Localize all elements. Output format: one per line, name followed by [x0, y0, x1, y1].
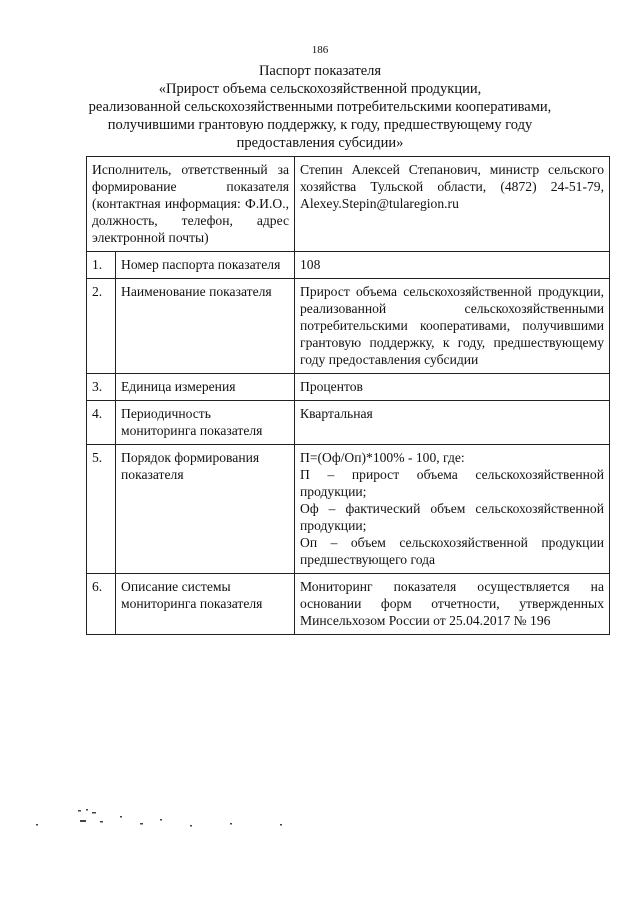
row-value: Процентов — [295, 374, 610, 401]
row-label: Единица измерения — [116, 374, 295, 401]
row-value: 108 — [295, 252, 610, 279]
title-line: получившими грантовую поддержку, к году, предшествующему году — [107, 117, 533, 133]
table-row-executor — [87, 157, 610, 252]
title-line: реализованной сельскохозяйственными потребительскими кооперативами, — [88, 99, 552, 115]
table-row — [87, 574, 610, 635]
row-label: Наименование показателя — [116, 279, 295, 374]
row-label: Порядок формирования показателя — [116, 445, 295, 574]
row-value: Мониторинг показателя осуществляется на основании форм отчетности, утвержденных Минсельхозом России от 25.04.2017 № 196 — [295, 574, 610, 635]
table-row — [87, 252, 610, 279]
formula-cell — [295, 445, 610, 574]
table-row — [87, 374, 610, 401]
formula-definition: Оф – фактический объем сельскохозяйственной продукции; — [300, 501, 604, 533]
formula-definition: П – прирост объема сельскохозяйственной продукции; — [300, 467, 604, 499]
page-number: 186 — [311, 44, 329, 56]
row-number: 5. — [87, 445, 116, 574]
row-number: 2. — [87, 279, 116, 374]
executor-label: Исполнитель, ответственный за формирование показателя (контактная информация: Ф.И.О., должность, телефон, адрес электронной почты) — [87, 157, 295, 252]
row-value: Квартальная — [295, 401, 610, 445]
title-line: Паспорт показателя — [258, 63, 382, 79]
row-number: 3. — [87, 374, 116, 401]
formula-definition: Оп – объем сельскохозяйственной продукции предшествующего года — [300, 535, 604, 567]
title-line: «Прирост объема сельскохозяйственной продукции, — [158, 81, 482, 97]
table-row — [87, 445, 610, 574]
row-number: 6. — [87, 574, 116, 635]
passport-table — [86, 156, 610, 635]
row-label: Периодичность мониторинга показателя — [116, 401, 295, 445]
row-number: 4. — [87, 401, 116, 445]
title-line: предоставления субсидии» — [236, 135, 404, 151]
executor-value: Степин Алексей Степанович, министр сельского хозяйства Тульской области, (4872) 24-51-79, Alexey.Stepin@tularegion.ru — [295, 157, 610, 252]
row-number: 1. — [87, 252, 116, 279]
row-value: Прирост объема сельскохозяйственной продукции, реализованной сельскохозяйственными потребительскими кооперативами, получившими грантовую поддержку, к году, предшествующему году предоставления субсидии — [295, 279, 610, 374]
table-row — [87, 401, 610, 445]
formula: П=(Оф/Оп)*100% - 100, где: — [300, 450, 465, 465]
document-title — [60, 62, 580, 152]
row-label: Описание системы мониторинга показателя — [116, 574, 295, 635]
scan-artifacts — [0, 790, 640, 830]
table-row — [87, 279, 610, 374]
row-label: Номер паспорта показателя — [116, 252, 295, 279]
